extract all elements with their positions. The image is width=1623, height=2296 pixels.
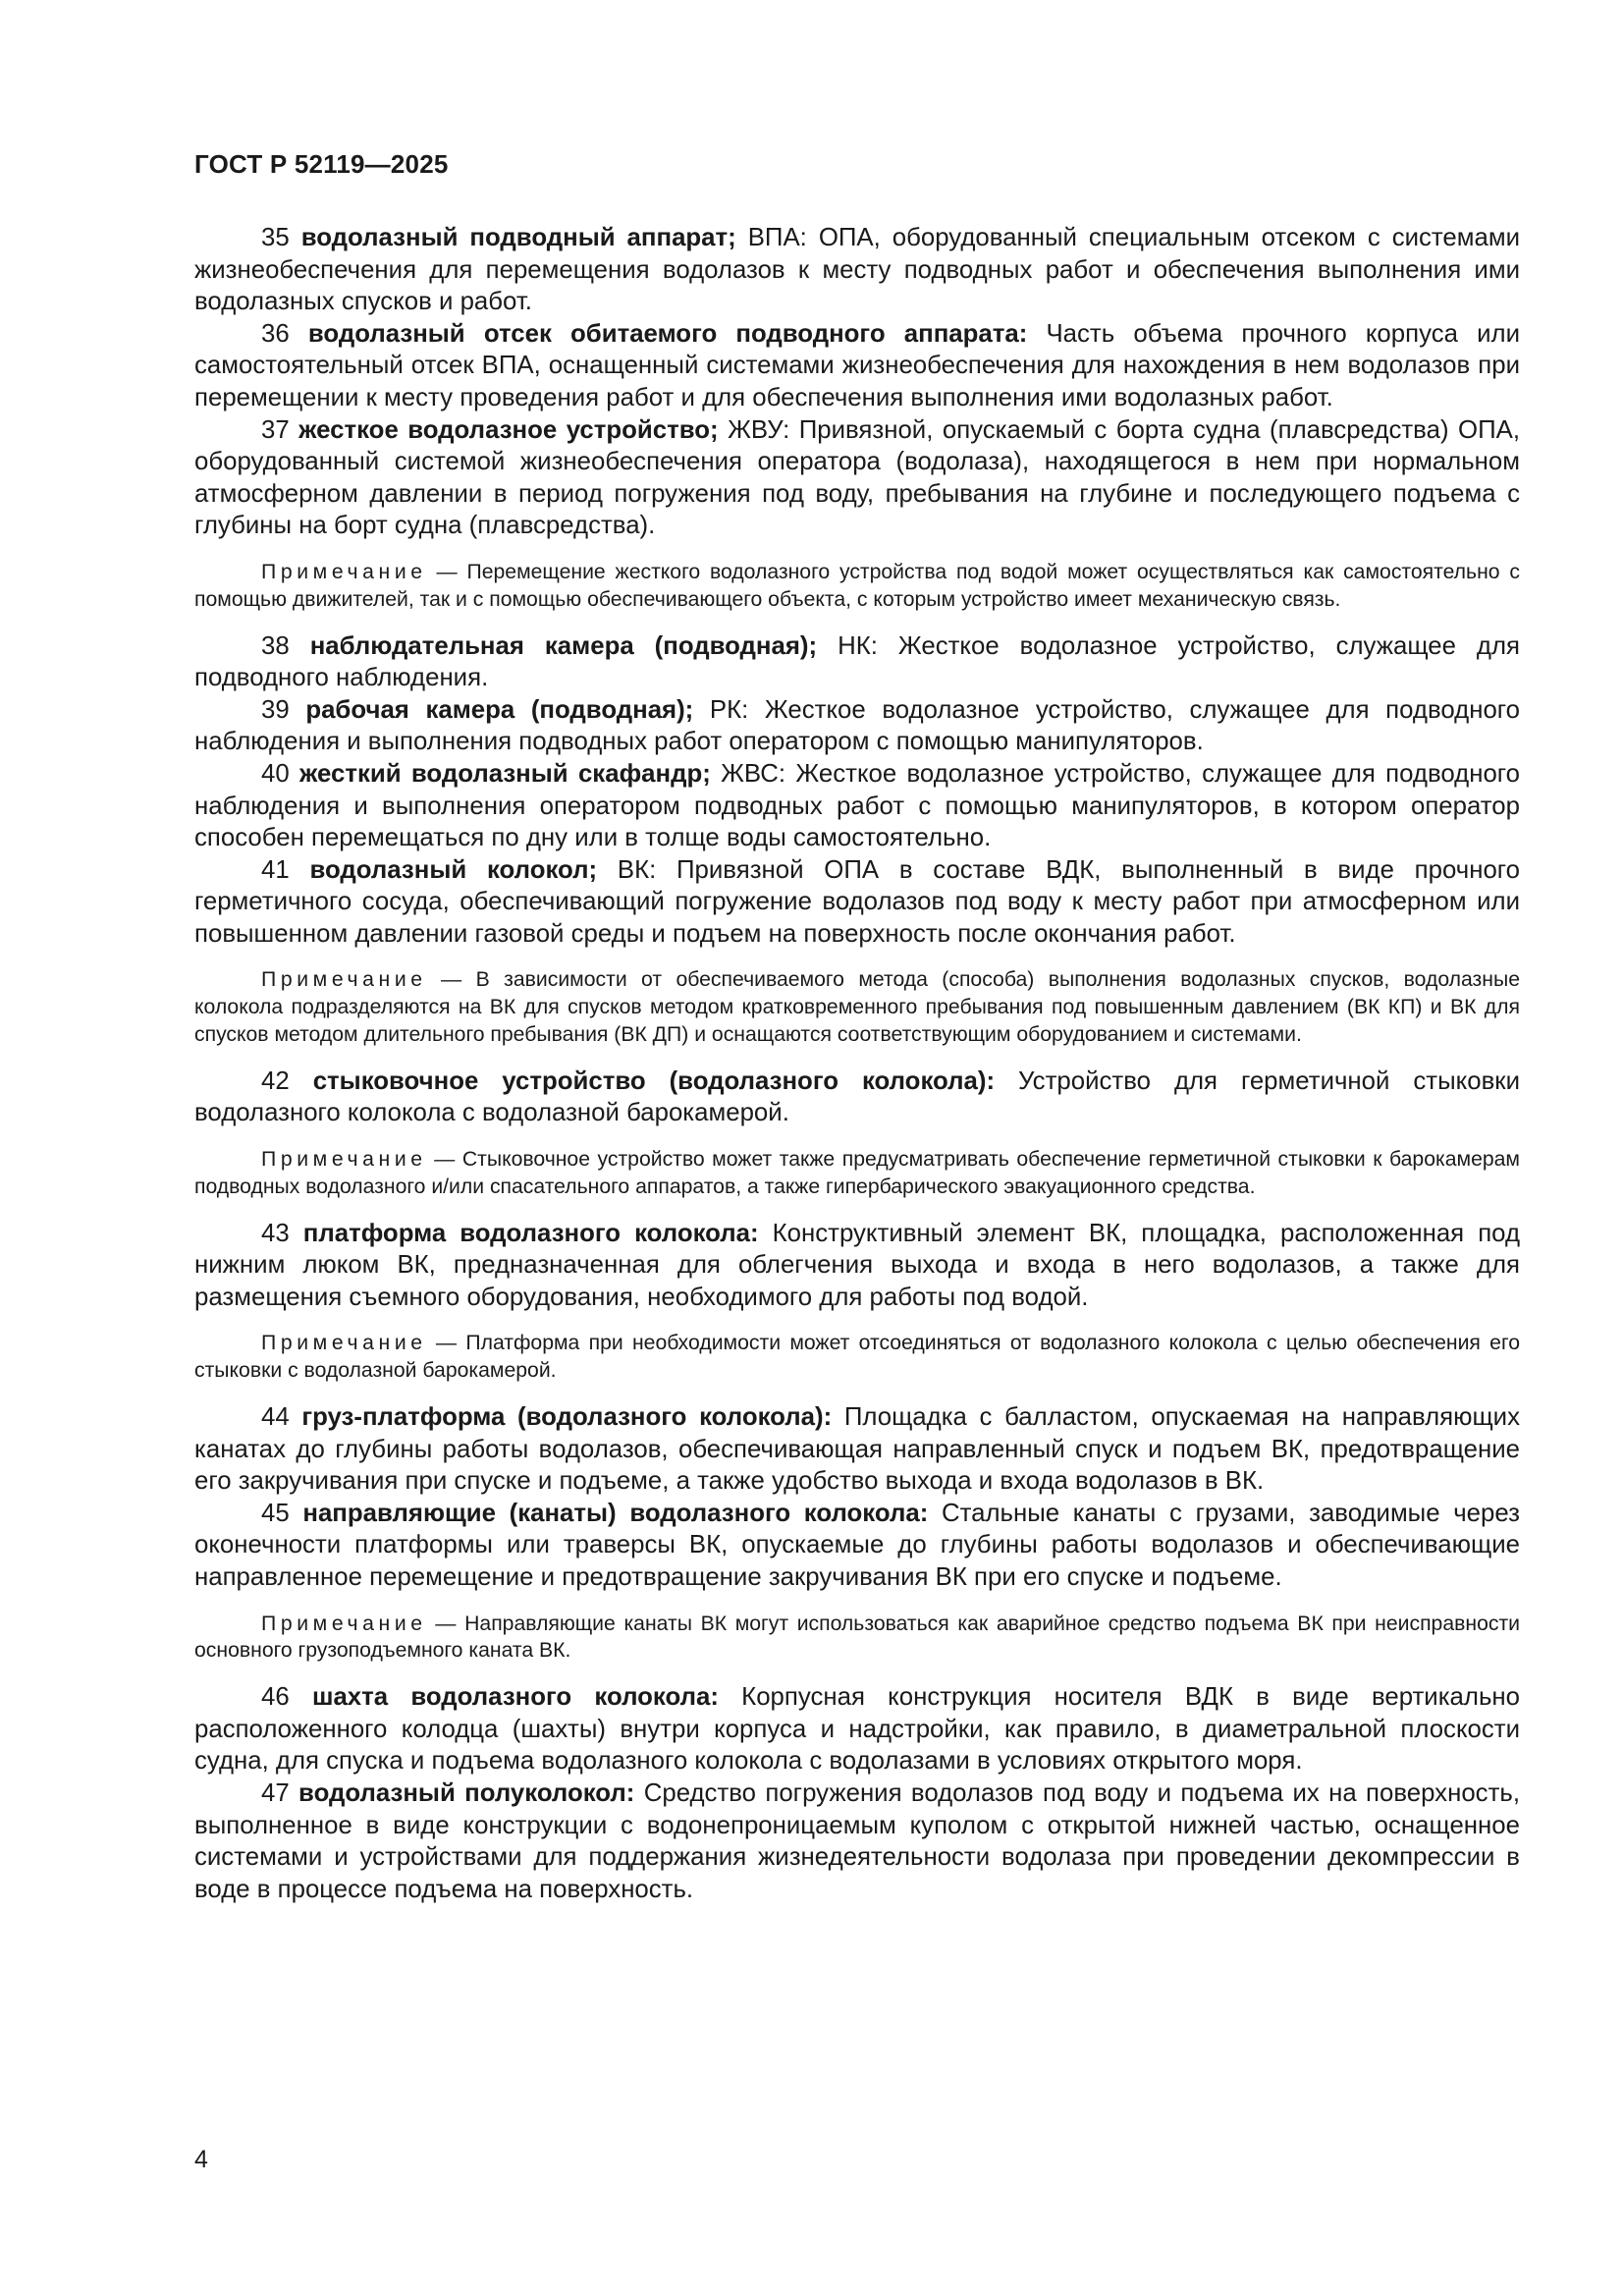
entry-text: РК: Жесткое водолазное устройство, служащее для подводного наблюдения и выполнения подводных работ оператором с помощью манипуляторов. [194, 695, 1520, 756]
entry-47 [194, 1777, 1520, 1905]
entry-number: 38 [261, 631, 290, 660]
note-43 [194, 1330, 1520, 1385]
entry-text: Площадка с балластом, опускаемая на направляющих канатах до глубины работы водолазов, обеспечивающая направленный спуск и подъем ВК, предотвращение его закручивания при спуске и подъеме, а также удобство выхода и входа водолазов в ВК. [194, 1403, 1520, 1496]
entry-term: платформа водолазного колокола: [302, 1219, 759, 1247]
entry-term: водолазный подводный аппарат; [300, 224, 736, 251]
entry-text: Стальные канаты с грузами, заводимые через оконечности платформы или траверсы ВК, опускаемые до глубины работы водолазов и обеспечивающие направленное перемещение и предотвращение закручивания ВК при его спуске и подъеме. [194, 1499, 1520, 1591]
entry-number: 43 [261, 1219, 290, 1247]
entry-44 [194, 1401, 1520, 1498]
entry-term: водолазный колокол; [309, 855, 598, 884]
entry-text: Корпусная конструкция носителя ВДК в виде вертикально расположенного колодца (шахты) внутри корпуса и надстройки, как правило, в диаметральной плоскости судна, для спуска и подъема водолазного колокола с водолазами в условиях открытого моря. [194, 1683, 1520, 1776]
entry-term: водолазный отсек обитаемого подводного аппарата: [307, 319, 1028, 348]
entry-text: ВПА: ОПА, оборудованный специальным отсеком с системами жизнеобеспечения для перемещения водолазов к месту подводных работ и обеспечения выполнения ими водолазных спусков и работ. [194, 224, 1521, 316]
entry-text: ВК: Привязной ОПА в составе ВДК, выполненный в виде прочного герметичного сосуда, обеспечивающий погружение водолазов под воду к месту работ при атмосферном или повышенном давлении газовой среды и подъем на поверхность после окончания работ. [194, 855, 1520, 948]
note-37 [194, 559, 1520, 614]
note-text: — Платформа при необходимости может отсоединяться от водолазного колокола с целью обеспечения его стыковки с водолазной барокамерой. [194, 1332, 1520, 1383]
entry-term: рабочая камера (подводная); [305, 695, 694, 724]
entry-number: 35 [261, 224, 290, 251]
entry-number: 41 [261, 855, 290, 884]
note-label: Примечание [261, 1148, 427, 1172]
note-text: — Направляющие канаты ВК могут использоваться как аварийное средство подъема ВК при неисправности основного грузоподъемного каната ВК. [194, 1612, 1520, 1663]
entry-text: ЖВУ: Привязной, опускаемый с борта судна (плавсредства) ОПА, оборудованный системой жизнеобеспечения оператора (водолаза), находящегося в нем при нормальном атмосферном давлении в период погружения под воду, пребывания на глубине и последующего подъема с глубины на борт судна (плавсредства). [194, 415, 1520, 540]
note-text: — Стыковочное устройство может также предусматривать обеспечение герметичной стыковки к барокамерам подводных водолазного и/или спасательного аппаратов, а также гипербарического эвакуационного средства. [194, 1148, 1520, 1198]
entry-number: 42 [261, 1066, 290, 1095]
page-number: 4 [194, 2146, 208, 2173]
note-label: Примечание [261, 560, 427, 583]
entry-number: 36 [261, 319, 290, 348]
note-label: Примечание [261, 1612, 427, 1635]
entry-term: шахта водолазного колокола: [311, 1683, 719, 1712]
note-41 [194, 966, 1520, 1048]
document-header: ГОСТ Р 52119—2025 [194, 149, 449, 179]
entry-number: 39 [261, 695, 290, 724]
entry-38 [194, 630, 1520, 694]
entry-39 [194, 694, 1520, 758]
entry-45 [194, 1498, 1520, 1594]
entry-term: стыковочное устройство (водолазного колокола): [312, 1066, 996, 1095]
entry-term: водолазный полуколокол: [298, 1778, 635, 1807]
entry-text: Конструктивный элемент ВК, площадка, расположенная под нижним люком ВК, предназначенная для облегчения выхода и входа в него водолазов, а также для размещения съемного оборудования, необходимого для работы под водой. [194, 1219, 1520, 1311]
entry-term: жесткий водолазный скафандр; [299, 759, 711, 788]
entry-46 [194, 1681, 1520, 1777]
entry-41 [194, 854, 1520, 951]
entry-term: наблюдательная камера (подводная); [309, 631, 818, 660]
note-label: Примечание [261, 1332, 427, 1355]
entry-text: Средство погружения водолазов под воду и подъема их на поверхность, выполненное в виде конструкции с водонепроницаемым куполом с открытой нижней частью, оснащенное системами и устройствами для поддержания жизнедеятельности водолаза при проведении декомпрессии в воде в процессе подъема на поверхность. [194, 1778, 1520, 1903]
entry-text: Устройство для герметичной стыковки водолазного колокола с водолазной барокамерой. [194, 1066, 1520, 1127]
entry-35 [194, 222, 1520, 318]
entry-text: Часть объема прочного корпуса или самостоятельный отсек ВПА, оснащенный системами жизнеобеспечения для нахождения в нем водолазов при перемещении к месту проведения работ и для обеспечения выполнения ими водолазных работ. [194, 319, 1521, 411]
entry-43 [194, 1218, 1520, 1314]
entry-37 [194, 414, 1520, 542]
note-text: — В зависимости от обеспечиваемого метода (способа) выполнения водолазных спусков, водолазные колокола подразделяются на ВК для спусков методом кратковременного пребывания под повышенным давлением (ВК КП) и ВК для спусков методом длительного пребывания (ВК ДП) и оснащаются соответствующим оборудованием и системами. [194, 968, 1520, 1047]
entry-number: 37 [261, 415, 290, 444]
entry-text: ЖВС: Жесткое водолазное устройство, служащее для подводного наблюдения и выполнения оператором подводных работ с помощью манипуляторов, в котором оператор способен перемещаться по дну или в толще воды самостоятельно. [194, 759, 1520, 852]
document-body [194, 222, 1520, 1905]
entry-text: НК: Жесткое водолазное устройство, служащее для подводного наблюдения. [194, 631, 1520, 692]
entry-number: 44 [261, 1403, 290, 1432]
entry-number: 46 [261, 1683, 290, 1712]
note-45 [194, 1611, 1520, 1666]
note-42 [194, 1146, 1520, 1201]
note-text: — Перемещение жесткого водолазного устройства под водой может осуществляться как самостоятельно с помощью движителей, так и с помощью обеспечивающего объекта, с которым устройство имеет механическую связь. [194, 560, 1520, 611]
entry-42 [194, 1066, 1520, 1129]
entry-number: 40 [261, 759, 290, 788]
entry-term: груз-платформа (водолазного колокола): [301, 1403, 833, 1432]
entry-number: 47 [261, 1778, 290, 1807]
entry-term: направляющие (канаты) водолазного колокола: [302, 1499, 929, 1527]
note-label: Примечание [261, 968, 427, 992]
entry-term: жесткое водолазное устройство; [298, 415, 719, 444]
entry-40 [194, 758, 1520, 854]
entry-36 [194, 318, 1520, 414]
entry-number: 45 [261, 1499, 290, 1527]
